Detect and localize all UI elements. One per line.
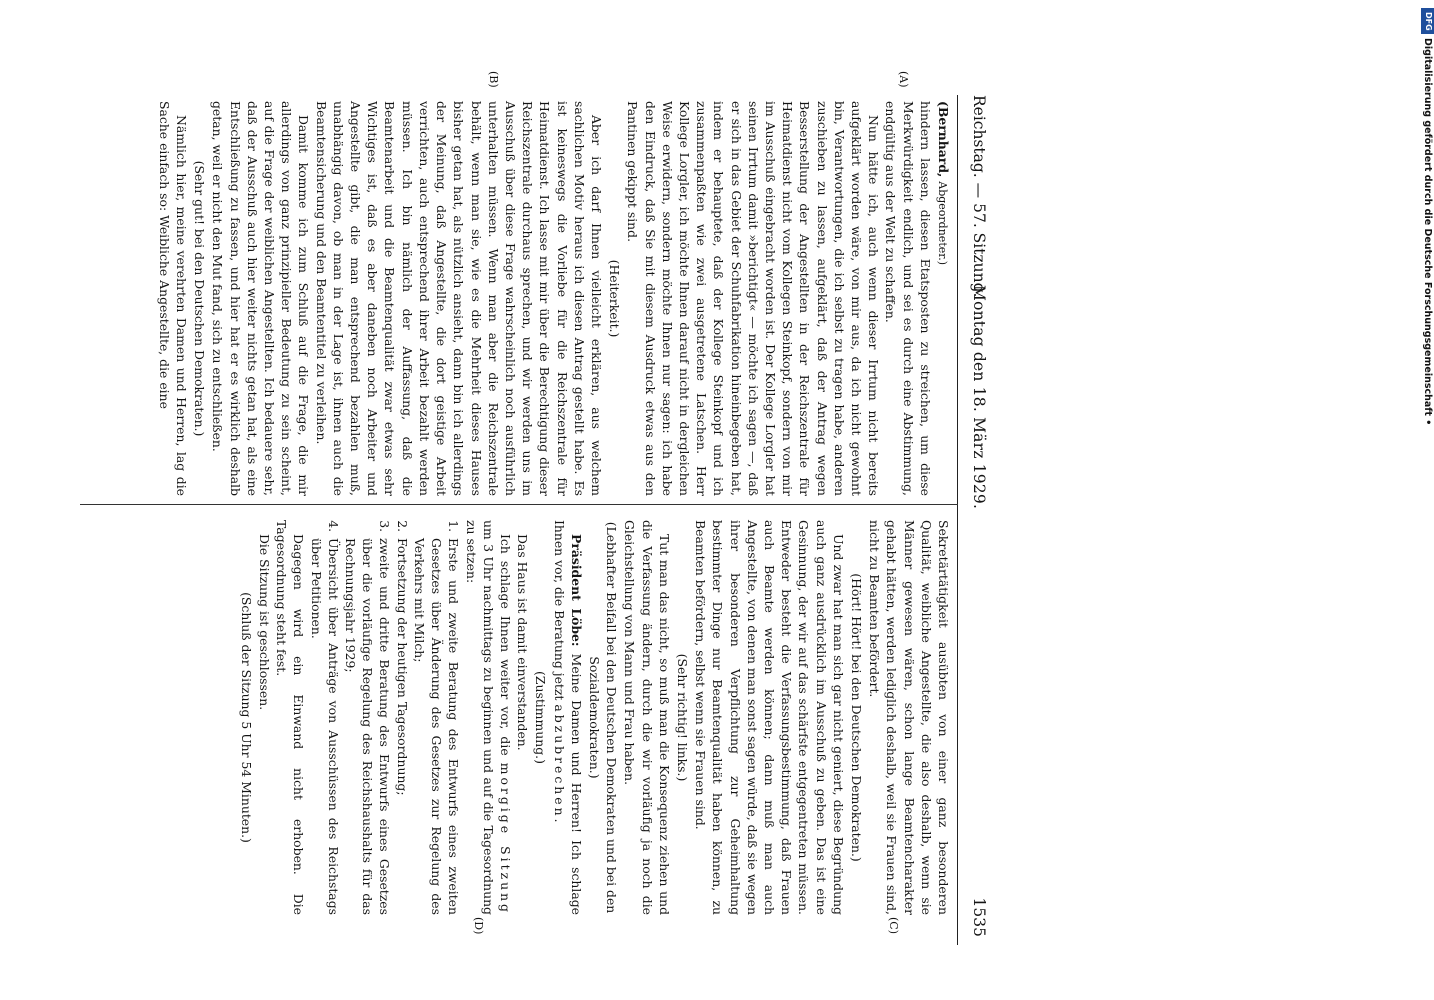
- page-header-left: Reichstag. — 57. Sitzung.: [970, 95, 988, 298]
- header-rule: [957, 95, 958, 945]
- interjection: (Sehr gut! bei den Deutschen Demokraten.): [192, 160, 208, 437]
- dfg-notice: [1421, 8, 1434, 426]
- interjection: (Heiterkeit.): [607, 259, 623, 338]
- paragraph: Nun hätte ich, auch wenn dieser Irrtum nicht bereits aufgeklärt worden wäre, von mir aus, da ich nicht gewohnt bin, Verantwortungen, die ich selbst zu tragen habe, anderen zuschieben zu lassen, aufgeklärt, daß der Antrag wegen Besserstellung der Angestellten in der Reichszentrale für Heimatdienst nicht vom Kollegen Steinkopf, sondern von mir im Ausschuß eingebracht worden ist. Der Kollege Lorgler hat seinen Irrtum damit »berichtigt« — möchte ich sagen —, daß er sich in das Gebiet der Schuhfabrikation hineinbegeben hat, indem er behauptete, daß der Kollege Steinkopf und ich zusammenpaßten wie zwei ausgetretene Latschen. Herr Kollege Lorgler, ich möchte Ihnen darauf nicht in dergleichen Weise erwidern, sondern möchte Ihnen nur sagen: ich habe den Eindruck, daß Sie mit diesem Ausdruck etwas aus den Pantinen gekippt sind.: [625, 101, 882, 496]
- president-name: Präsident Löbe:: [568, 534, 584, 647]
- paragraph: Tut man das nicht, so muß man die Konsequenz ziehen und die Verfassung ändern, durch die wir vorläufig ja noch die Gleichstellung von Mann und Frau haben.: [622, 520, 672, 915]
- president-statement: [550, 520, 584, 915]
- left-column: [156, 101, 952, 496]
- column-divider: [80, 504, 958, 505]
- margin-mark-d: (D): [472, 917, 485, 935]
- paragraph: Sekretärtätigkeit ausübten von einer ganz besonderen Qualität, weibliche Angestellte, die also deshalb, wenn sie Männer gewesen wären, schon lange Beamtencharakter gehabt hätten, werden lediglich deshalb, weil sie Frauen sind, nicht zu Beamten befördert.: [867, 520, 951, 915]
- speaker-name: (Bernhard,: [936, 101, 951, 178]
- page-header-date: Montag den 18. März 1929.: [970, 285, 988, 510]
- paragraph: Und zwar hat man sich gar nicht geniert, diese Begründung auch ganz ausdrücklich im Ausschuß zu geben. Das ist eine Gesinnung, der wir auf das schärfste entgegentreten müssen. Entweder besteht die Verfassungsbestimmung, daß Frauen auch Beamte werden können; dann muß man auch Angestellte, von denen man sonst sagen würde, daß sie wegen ihrer besonderen Verpflichtung zur Geheimhaltung bestimmter Dinge nur Beamtenqualität haben können, zu Beamten befördern, selbst wenn sie Frauen sind.: [693, 520, 846, 915]
- paragraph: hindern lassen, diesen Etatsposten zu streichen, um diese Merkwürdigkeit endlich, und sei es durch eine Abstimmung, endgültig aus der Welt zu schaffen.: [883, 101, 933, 496]
- rotated-page: [80, 71, 990, 945]
- paragraph: Aber ich darf Ihnen vielleicht erklären, aus welchem sachlichen Motiv heraus ich diesen Antrag gestellt habe. Es ist keineswegs die Vorliebe für die Reichszentrale für Heimatdienst. Ich lasse mit mir über die Berechtigung dieser Reichszentrale durchaus sprechen, und wir werden uns im Ausschuß über diese Frage wahrscheinlich noch ausführlich unterhalten müssen. Wenn man aber die Reichszentrale behält, wenn man sie, wie es die Mehrheit dieses Hauses bisher getan hat, als nützlich ansieht, dann bin ich allerdings der Meinung, daß Angestellte, die dort geistige Arbeit verrichten, auch entsprechend ihrer Arbeit bezahlt werden müssen. Ich bin nämlich der Auffassung, daß die Beamtenarbeit und die Beamtenqualität zwar etwas sehr Wichtiges ist, daß es aber daneben noch Arbeiter und Angestellte gibt, die man entsprechend bezahlen muß, unabhängig davon, ob man in der Lage ist, ihnen auch die Beamtensicherung und den Beamtentitel zu verleihen.: [313, 101, 604, 496]
- speaker-role: Abgeordneter.): [936, 181, 949, 266]
- interjection: (Sehr richtig! links.): [674, 653, 690, 782]
- interjection: (Zustimmung.): [533, 671, 549, 764]
- right-column: [237, 520, 952, 915]
- margin-mark-c: (C): [887, 917, 900, 934]
- paragraph: Das Haus ist damit einverstanden.: [515, 534, 531, 751]
- statement-text: um 3 Uhr nachmittags zu beginnen und auf die Tagesordnung zu setzen:: [463, 520, 496, 915]
- margin-mark-b: (B): [487, 71, 500, 88]
- paragraph: Dagegen wird ein Einwand nicht erhoben. Die Tagesordnung steht fest.: [274, 520, 307, 915]
- interjection: (Lebhafter Beifall bei den Deutschen Demokraten und bei den Sozialdemokraten.): [586, 521, 620, 914]
- paragraph: Nämlich hier, meine verehrten Damen und Herren, lag die Sache einfach so: Weibliche Angestellte, die eine: [156, 101, 190, 496]
- agenda-item: 4. Übersicht über Anträge von Ausschüssen des Reichstags über Petitionen.: [307, 536, 341, 915]
- paragraph: Damit komme ich zum Schluß auf die Frage, die mir allerdings von ganz prinzipieller Bedeutung zu sein scheint, auf die Frage der weiblichen Angestellten. Ich bedauere sehr, daß der Ausschuß auch hier weiter nichts getan hat, als eine Entschließung zu fassen, und hier hat er es wirklich deshalb getan, weil er nicht den Mut fand, sich zu entschließen.: [210, 101, 312, 496]
- margin-mark-a: (A): [897, 71, 910, 88]
- dfg-logo: DFG: [1421, 8, 1434, 34]
- statement-text: Meine Damen und Herren! Ich schlage Ihnen vor, die Beratung jetzt: [551, 520, 584, 915]
- interjection: (Hört! Hört! bei den Deutschen Demokraten.): [848, 573, 864, 862]
- page-number: 1535: [970, 897, 988, 937]
- agenda-item: 1. Erste und zweite Beratung des Entwurfs eines zweiten Gesetzes über Änderung des Gesetzes zur Regelung des Verkehrs mit Milch;: [411, 536, 463, 915]
- agenda-item: 2. Fortsetzung der heutigen Tagesordnung;: [394, 536, 411, 915]
- agenda-list: [307, 520, 462, 915]
- speaker-line: [934, 101, 952, 496]
- agenda-item: 3. zweite und dritte Beratung des Entwurfs eines Gesetzes über die vorläufige Regelung des Reichshaushalts für das Rechnungsjahr 1929;: [342, 536, 394, 915]
- closing-note: (Schluß der Sitzung 5 Uhr 54 Minuten.): [238, 592, 254, 843]
- spaced-text: abzubrechen.: [551, 704, 567, 826]
- statement-text: Ich schlage Ihnen weiter vor, die: [497, 534, 513, 756]
- paragraph: Die Sitzung ist geschlossen.: [257, 534, 273, 711]
- spaced-text: morgige Sitzung: [497, 762, 513, 915]
- agenda-intro: [462, 520, 514, 915]
- dfg-notice-text: Digitalisierung gefördert durch die Deutsche Forschungsgemeinschaft •: [1422, 38, 1433, 426]
